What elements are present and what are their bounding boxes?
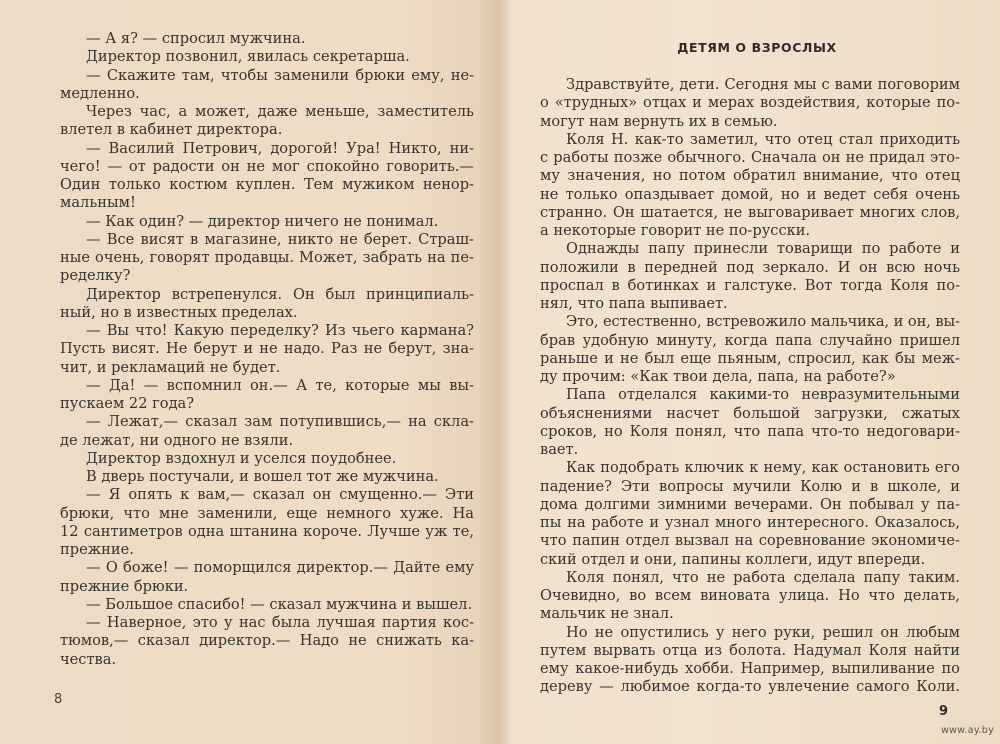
text-line: не только опаздывает домой, но и ведет себя очень (540, 185, 961, 203)
text-line: — Как один? — директор ничего не понимал. (86, 212, 439, 230)
text-line: Коля понял, что не работа сделала папу таким. (566, 568, 960, 586)
text-line: прежние брюки. (60, 577, 189, 595)
text-line: Здравствуйте, дети. Сегодня мы с вами поговорим (566, 76, 960, 93)
text-line: мальным! (60, 194, 136, 212)
text-line: — Большое спасибо! — сказал мужчина и вышел. (86, 595, 473, 613)
text-line: чего! — от радости он не мог спокойно говорить.— (60, 157, 475, 175)
text-line: — Все висят в магазине, никто не берет. Страш- (86, 230, 474, 248)
text-line: нял, что папа выпивает. (540, 295, 728, 312)
text-line: — О боже! — поморщился директор.— Дайте ему (86, 559, 475, 577)
text-line: — Наверное, это у нас была лучшая партия кос- (86, 614, 474, 631)
text-line: положили в передней под зеркало. И он всю ночь (540, 258, 961, 276)
text-line: влетел в кабинет директора. (60, 121, 283, 139)
text-line: о «трудных» отцах и мерах воздействия, которые по- (540, 94, 961, 112)
text-line: медленно. (60, 84, 140, 102)
text-line: 12 сантиметров одна штанина короче. Лучше уж те, (60, 522, 474, 540)
left-page-text (60, 30, 474, 669)
text-line: де лежат, ни одного не взяли. (60, 431, 294, 449)
text-line: Очевидно, во всем виновата улица. Но что делать, (540, 587, 960, 604)
watermark: www.ay.by (941, 725, 994, 736)
text-line: Как подобрать ключик к нему, как остановить его (566, 459, 960, 477)
text-line: ему какое-нибудь хобби. Например, выпиливание по (540, 660, 960, 677)
text-line: вает. (540, 441, 579, 458)
text-line: Директор вздохнул и уселся поудобнее. (86, 449, 397, 467)
text-line: Через час, а может, даже меньше, заместитель (86, 103, 474, 120)
text-line: ные очень, говорят продавцы. Может, забрать на пе- (60, 249, 474, 266)
text-line: пускаем 22 года? (60, 395, 195, 412)
text-line: Пусть висят. Не берут и не надо. Раз не берут, зна- (60, 340, 474, 358)
text-line: брав удобную минуту, когда папа случайно пришел (540, 331, 960, 349)
text-line: — Я опять к вам,— сказал он смущенно.— Эти (86, 486, 475, 504)
left-page (0, 0, 497, 744)
text-line: — Да! — вспомнил он.— А те, которые мы вы- (86, 376, 474, 394)
text-line: Это, естественно, встревожило мальчика, и он, вы- (566, 313, 960, 331)
text-line: сроков, но Коля понял, что папа что-то недоговари- (540, 422, 960, 440)
text-line: падение? Эти вопросы мучили Колю и в школе, и (540, 477, 961, 495)
text-line: странно. Он шатается, не выговаривает многих слов, (540, 203, 960, 221)
text-line: дома долгими зимними вечерами. Он побывал у па- (540, 495, 961, 513)
text-line: — Лежат,— сказал зам потупившись,— на скла- (86, 413, 474, 431)
text-line: брюки, что мне заменили, еще немного хуже. На (60, 504, 474, 522)
text-line: что папин отдел вызвал на соревнование экономиче- (540, 532, 960, 550)
text-line: В дверь постучали, и вошел тот же мужчина. (86, 468, 439, 485)
text-line: ский отдел и они, папины коллеги, идут впереди. (540, 550, 926, 568)
text-line: путем вырвать отца из болота. Надумал Коля найти (540, 641, 960, 659)
text-line: а некоторые говорит не по-русски. (540, 222, 811, 239)
text-line: чества. (60, 650, 117, 668)
text-line: могут нам вернуть их в семью. (540, 112, 778, 130)
right-page-text (540, 76, 960, 697)
right-page (497, 0, 1000, 744)
text-line: дереву — любимое когда-то увлечение самого Коли. (540, 678, 960, 696)
text-line: Директор встрепенулся. Он был принципиаль- (86, 285, 474, 303)
text-line: — Вы что! Какую переделку? Из чьего кармана? (86, 322, 474, 339)
text-line: ный, но в известных пределах. (60, 303, 298, 321)
text-line: объяснениями насчет большой загрузки, сжатых (540, 404, 960, 422)
chapter-title: ДЕТЯМ О ВЗРОСЛЫХ (677, 40, 837, 55)
text-line: ределку? (60, 267, 131, 285)
text-line: му значения, но потом обратил внимание, что отец (540, 167, 960, 185)
text-line: Папа отделался какими-то невразумительными (566, 386, 960, 404)
text-line: ду прочим: «Как твои дела, папа, на работе?» (540, 368, 896, 385)
text-line: — Василий Петрович, дорогой! Ура! Никто, ни- (86, 139, 475, 157)
left-page-number: 8 (54, 692, 63, 707)
text-line: Директор позвонил, явилась секретарша. (86, 48, 410, 66)
text-line: Однажды папу принесли товарищи по работе и (566, 240, 960, 258)
text-line: Один только костюм куплен. Тем мужиком ненор- (60, 176, 474, 193)
text-line: пы на работе и узнал много интересного. Оказалось, (540, 514, 960, 531)
text-line: — Скажите там, чтобы заменили брюки ему, не- (86, 66, 475, 84)
text-line: раньше и не был еще пьяным, спросил, как бы меж- (540, 349, 960, 367)
text-line: проспал в ботинках и галстуке. Вот тогда Коля по- (540, 276, 960, 294)
right-page-number: 9 (939, 704, 949, 719)
text-line: тюмов,— сказал директор.— Надо не снижать ка- (60, 632, 475, 650)
text-line: с работы позже обычного. Сначала он не придал это- (540, 149, 960, 166)
text-line: Коля Н. как-то заметил, что отец стал приходить (566, 130, 961, 148)
text-line: Но не опустились у него руки, решил он любым (566, 623, 960, 641)
text-line: мальчик не знал. (540, 605, 674, 623)
text-line: — А я? — спросил мужчина. (86, 30, 306, 47)
text-line: прежние. (60, 541, 134, 558)
text-line: чит, и рекламаций не будет. (60, 358, 281, 376)
